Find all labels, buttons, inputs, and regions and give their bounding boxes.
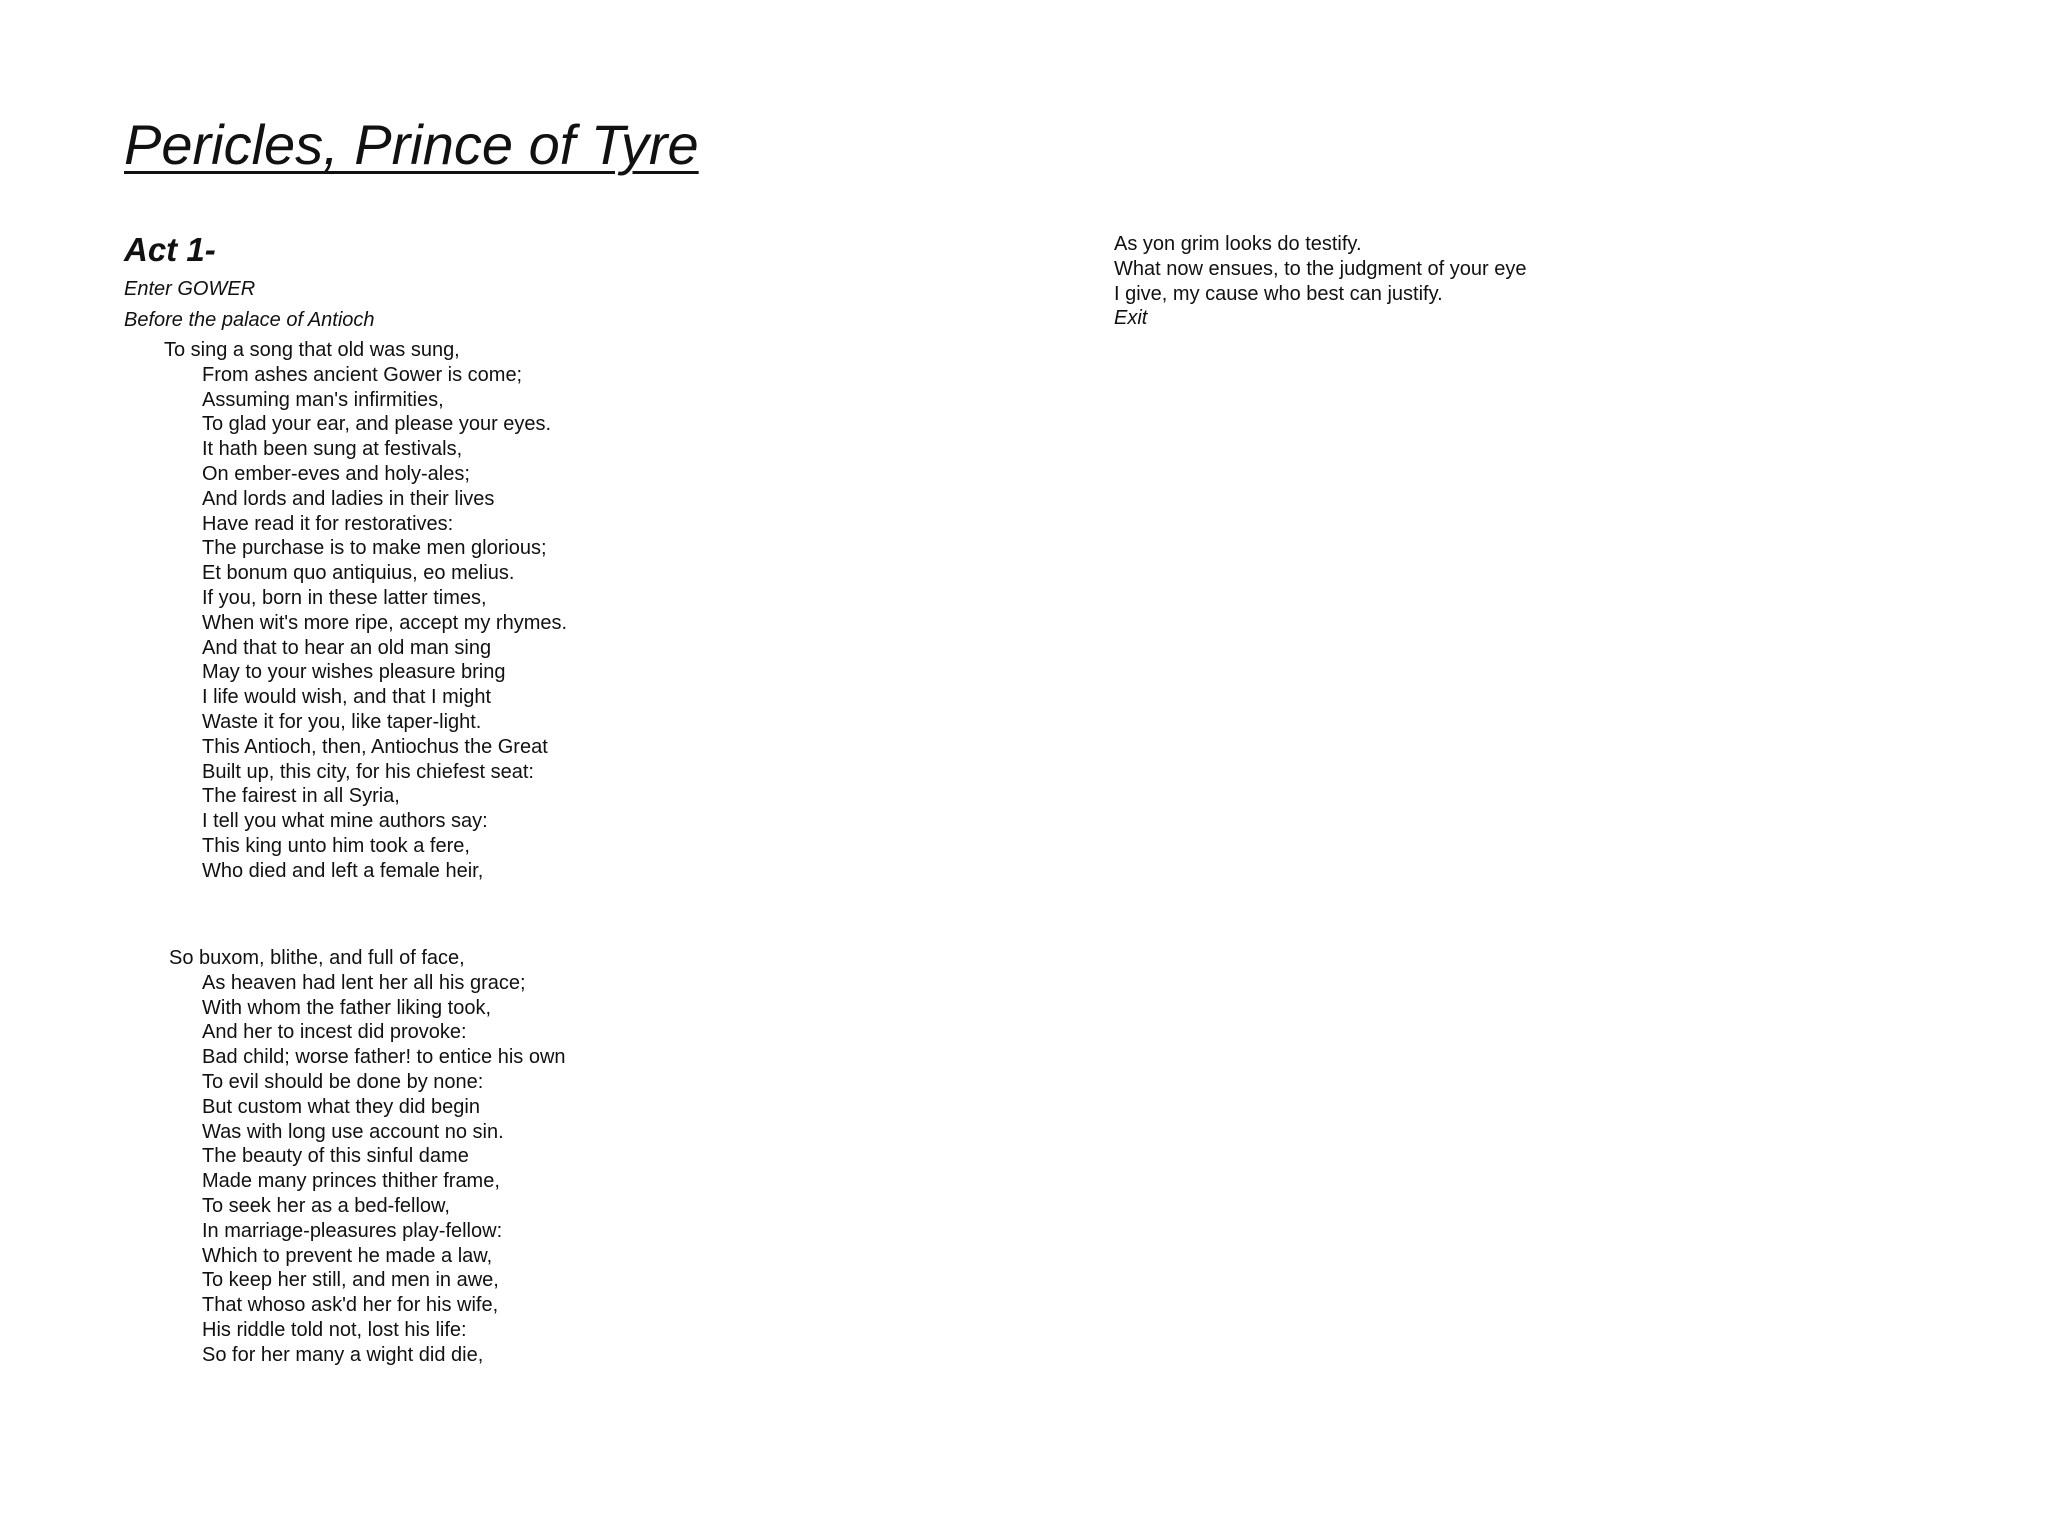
verse-line: And lords and ladies in their lives — [202, 487, 495, 510]
verse-line: Have read it for restoratives: — [202, 512, 454, 535]
stanza-2 — [169, 946, 566, 1368]
verse-line: On ember-eves and holy-ales; — [202, 462, 470, 485]
verse-line: Made many princes thither frame, — [202, 1170, 500, 1193]
verse-line: In marriage-pleasures play-fellow: — [202, 1219, 503, 1242]
verse-line: I tell you what mine authors say: — [202, 810, 488, 833]
verse-line: This king unto him took a fere, — [202, 834, 470, 857]
verse-line: May to your wishes pleasure bring — [202, 661, 506, 684]
verse-line: The purchase is to make men glorious; — [202, 537, 547, 560]
verse-line: As heaven had lent her all his grace; — [202, 971, 526, 994]
verse-line: When wit's more ripe, accept my rhymes. — [202, 611, 568, 634]
verse-line: Who died and left a female heir, — [202, 859, 484, 882]
verse-line: His riddle told not, lost his life: — [202, 1318, 467, 1341]
stage-direction-enter: Enter GOWER — [124, 278, 256, 300]
verse-line: To sing a song that old was sung, — [164, 339, 460, 361]
verse-line: If you, born in these latter times, — [202, 586, 487, 609]
verse-line: The fairest in all Syria, — [202, 785, 400, 808]
verse-line: I life would wish, and that I might — [202, 686, 492, 709]
verse-line: Bad child; worse father! to entice his own — [202, 1046, 566, 1069]
verse-line: Was with long use account no sin. — [202, 1120, 504, 1143]
verse-line: Waste it for you, like taper-light. — [202, 710, 482, 733]
stage-direction-setting: Before the palace of Antioch — [124, 309, 375, 331]
verse-line: And her to incest did provoke: — [202, 1021, 467, 1044]
right-column-verse — [1114, 232, 1526, 331]
verse-line: To glad your ear, and please your eyes. — [202, 413, 552, 436]
verse-line: To seek her as a bed-fellow, — [202, 1194, 450, 1217]
verse-line: To keep her still, and men in awe, — [202, 1269, 499, 1292]
verse-line: And that to hear an old man sing — [202, 636, 492, 659]
verse-line: To evil should be done by none: — [202, 1070, 484, 1093]
page-title: Pericles, Prince of Tyre — [124, 113, 699, 176]
verse-line: Et bonum quo antiquius, eo melius. — [202, 562, 515, 585]
verse-line: As yon grim looks do testify. — [1114, 233, 1362, 255]
verse-line: So buxom, blithe, and full of face, — [169, 947, 465, 969]
verse-line: It hath been sung at festivals, — [202, 438, 463, 461]
verse-line: Built up, this city, for his chiefest seat: — [202, 760, 534, 783]
stage-direction-exit: Exit — [1114, 307, 1148, 330]
verse-line: That whoso ask'd her for his wife, — [202, 1294, 499, 1317]
verse-line: Assuming man's infirmities, — [202, 388, 444, 411]
verse-line: The beauty of this sinful dame — [202, 1145, 469, 1168]
verse-line: What now ensues, to the judgment of your eye — [1114, 257, 1527, 280]
verse-line: From ashes ancient Gower is come; — [202, 363, 523, 386]
verse-line: So for her many a wight did die, — [202, 1343, 484, 1366]
verse-line: But custom what they did begin — [202, 1095, 480, 1118]
verse-line: Which to prevent he made a law, — [202, 1244, 493, 1267]
verse-line: With whom the father liking took, — [202, 996, 492, 1019]
act-heading: Act 1- — [124, 231, 216, 268]
verse-line: I give, my cause who best can justify. — [1114, 282, 1443, 305]
verse-line: This Antioch, then, Antiochus the Great — [202, 735, 548, 758]
stanza-1 — [164, 338, 567, 884]
